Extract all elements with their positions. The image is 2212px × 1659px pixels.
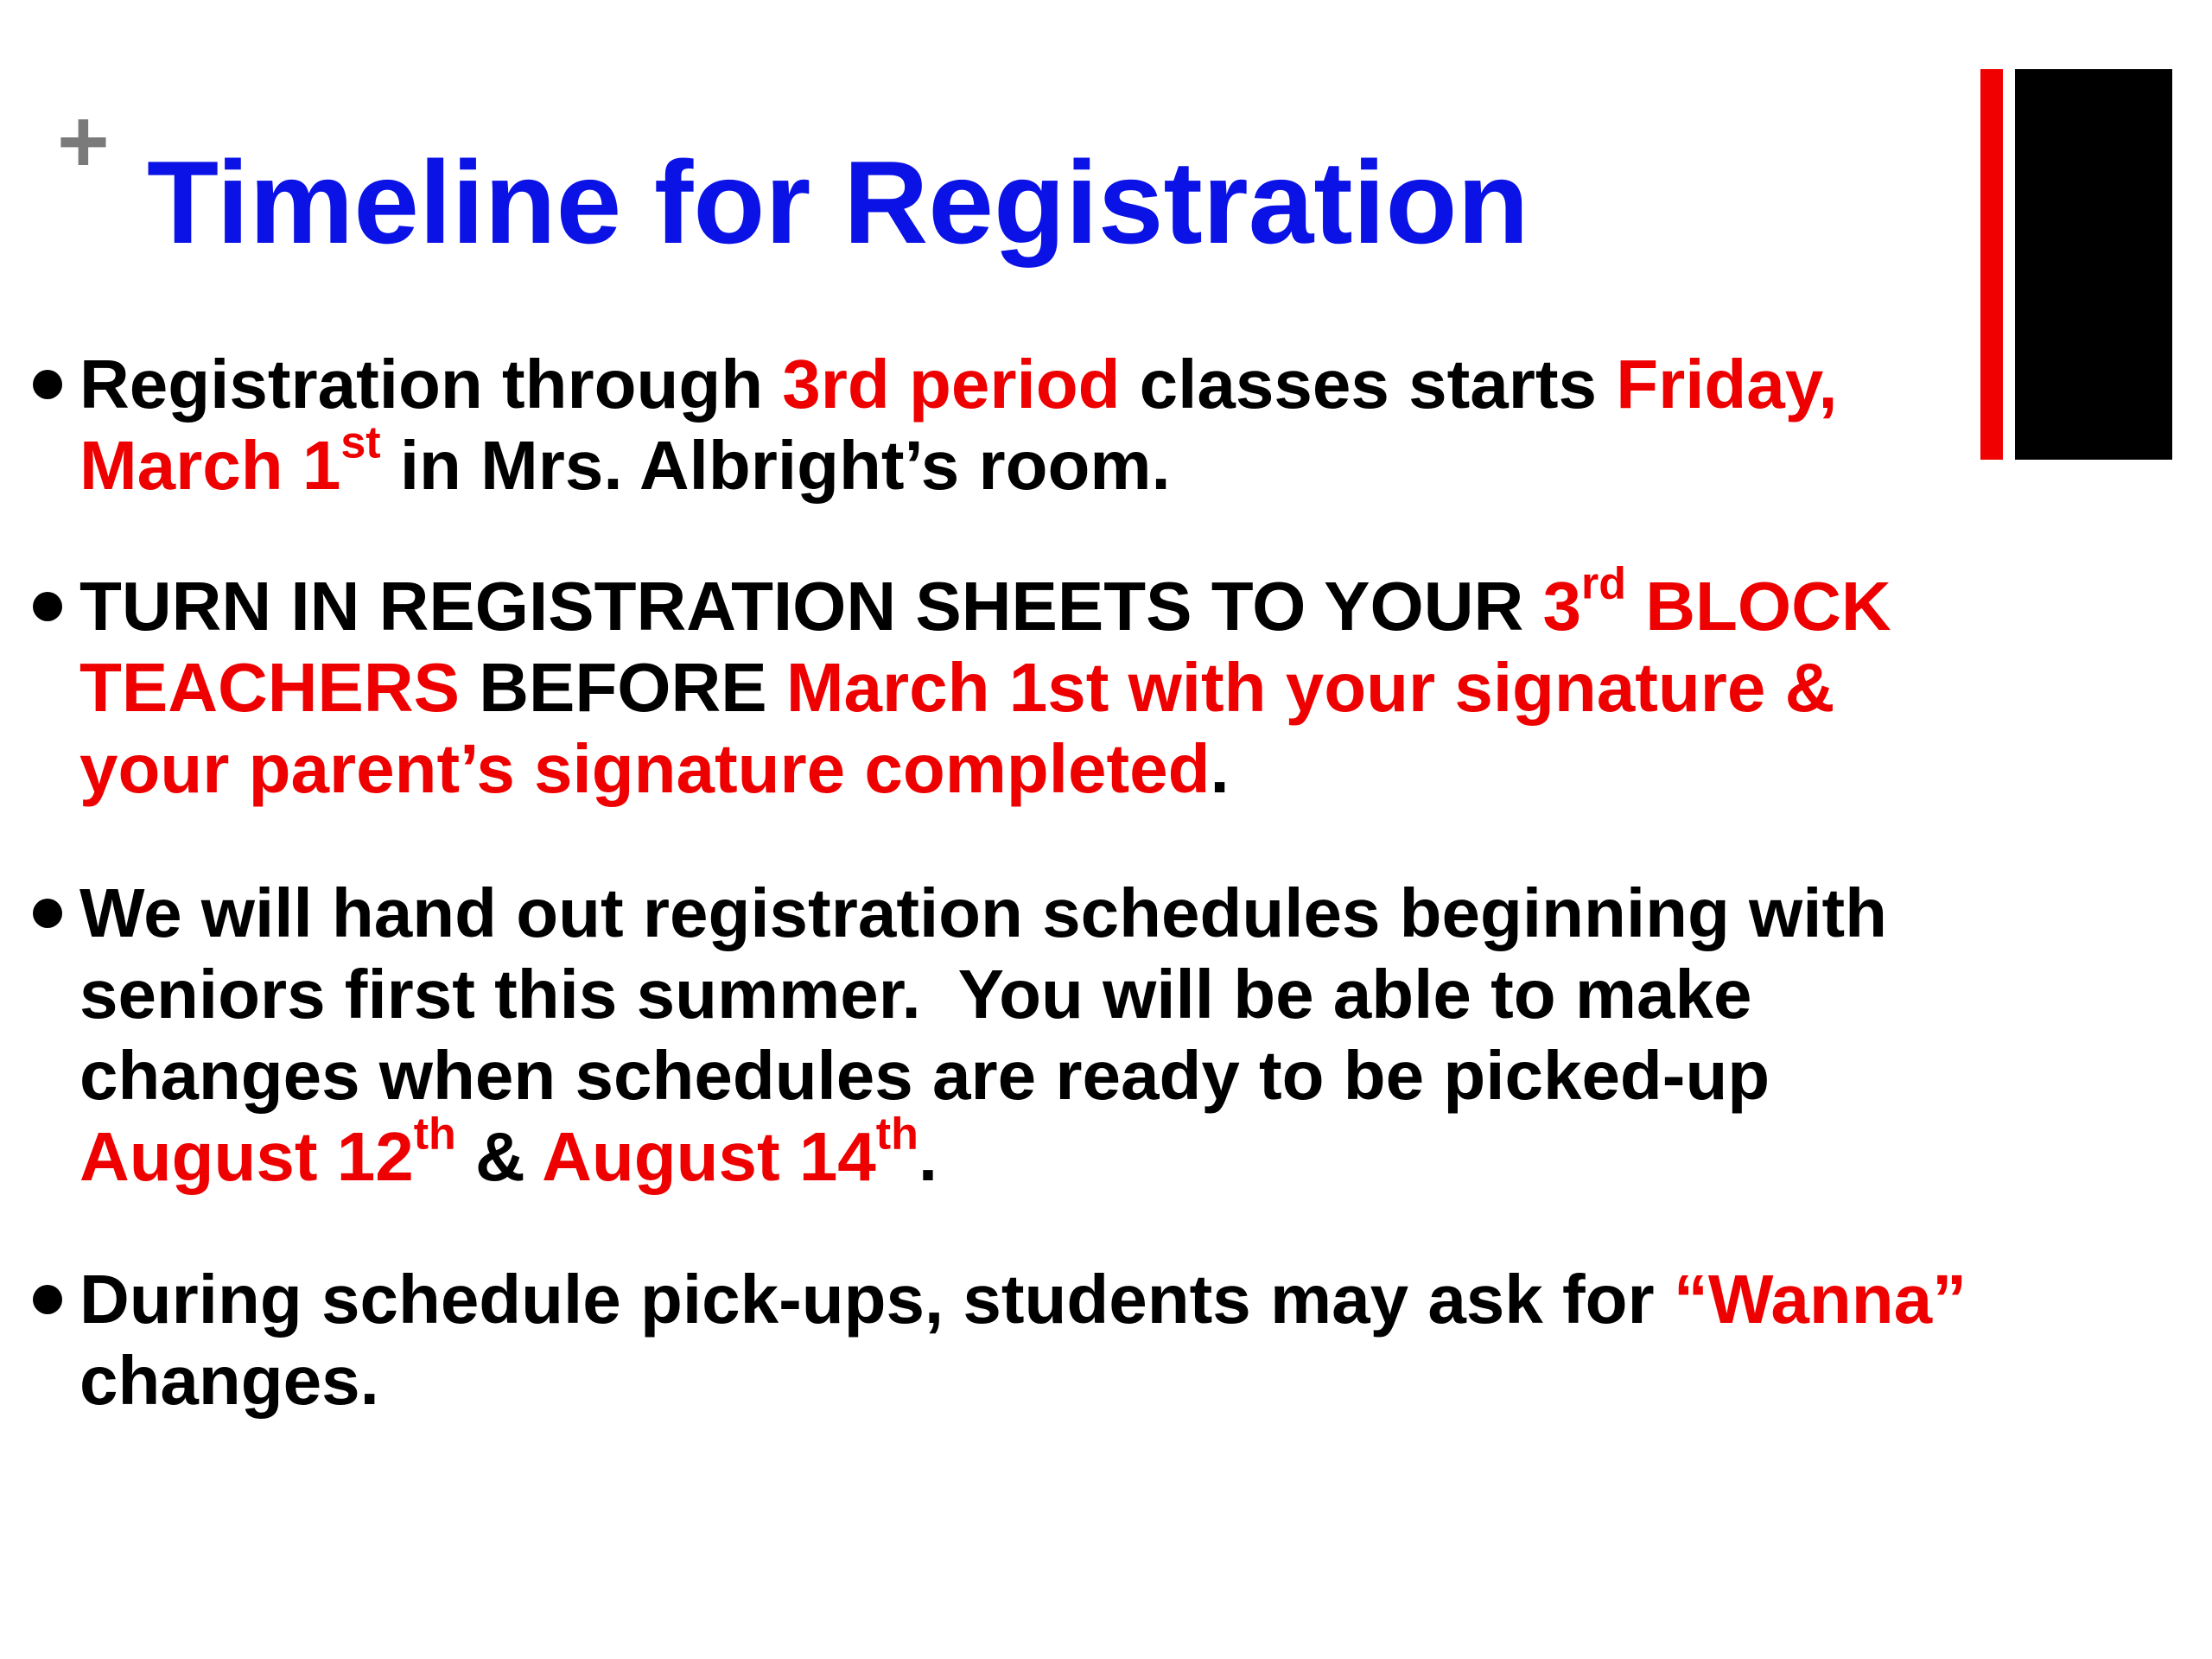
bullet-dot-icon <box>33 592 62 621</box>
bullet-line: changes. <box>79 1342 379 1419</box>
bullet-line: changes when schedules are ready to be picked-up <box>79 1037 1770 1114</box>
bullet-line: March 1st in Mrs. Albright’s room. <box>79 417 1171 504</box>
plus-mark: + <box>57 92 110 192</box>
bullet-dot-icon <box>33 370 62 399</box>
bullet-dot-icon <box>33 1285 62 1314</box>
bullet-text <box>79 1259 2179 1421</box>
bullet-line: During schedule pick-ups, students may ask for “Wanna” <box>79 1261 1967 1338</box>
bullet-line: We will hand out registration schedules beginning with <box>79 874 1887 951</box>
bullet-dot-icon <box>33 899 62 928</box>
bullet-line: TEACHERS BEFORE March 1st with your signature & <box>79 649 1835 726</box>
slide-title: Timeline for Registration <box>147 137 1529 268</box>
bullet-line: TURN IN REGISTRATION SHEETS TO YOUR 3rd BLOCK <box>79 558 1891 645</box>
bullet-line: August 12th & August 14th. <box>79 1109 938 1195</box>
bullet-text <box>79 873 2179 1198</box>
bullet-text <box>79 558 2179 810</box>
bullet-text <box>79 344 2179 506</box>
bullet-line: seniors first this summer. You will be able to make <box>79 956 1752 1033</box>
bullet-line: Registration through 3rd period classes starts Friday, <box>79 346 1838 423</box>
bullet-line: your parent’s signature completed. <box>79 730 1230 807</box>
